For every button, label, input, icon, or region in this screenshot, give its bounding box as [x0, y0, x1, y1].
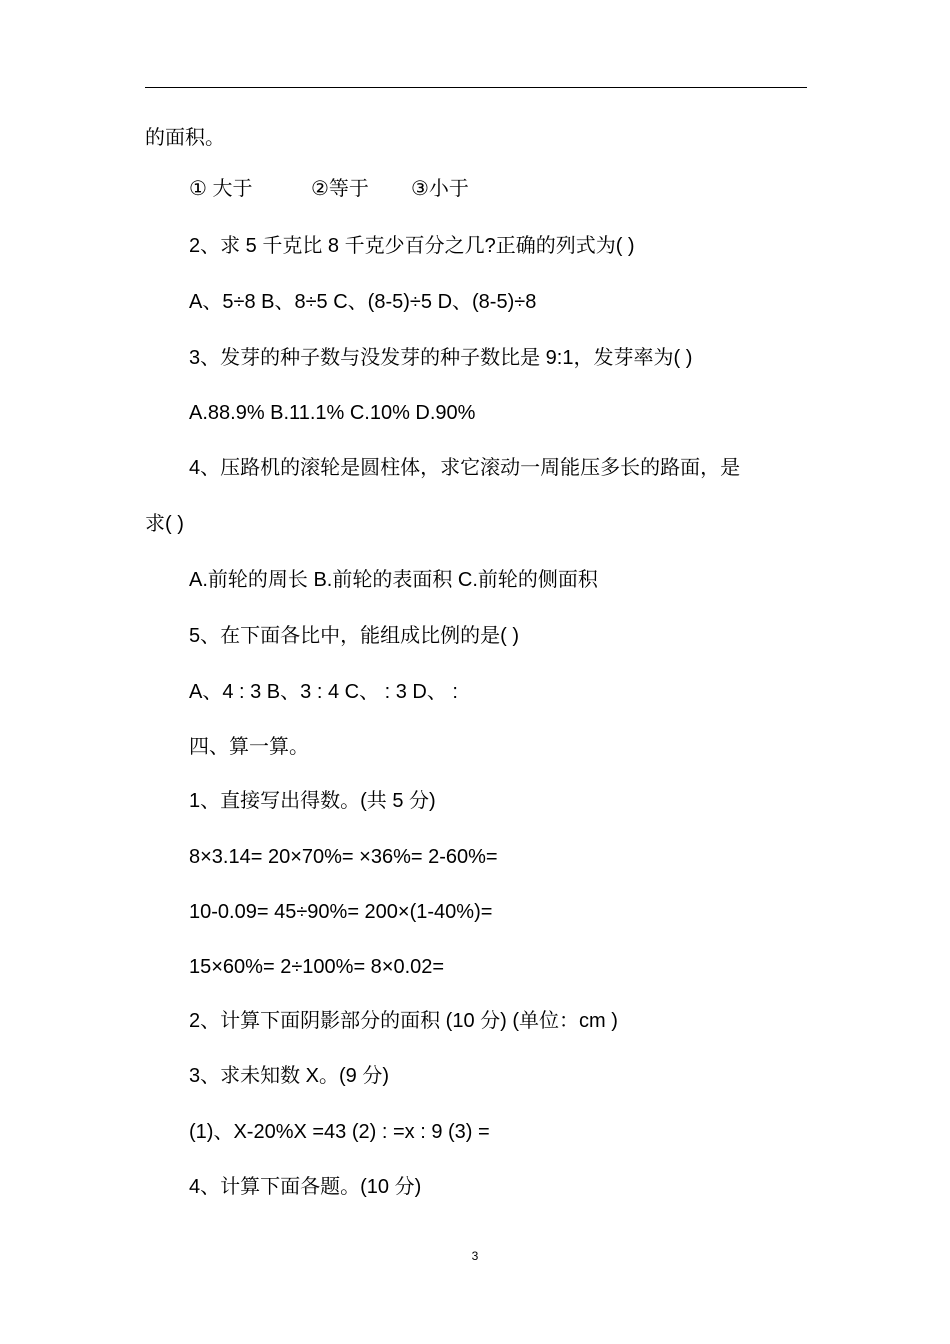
page-number: 3	[471, 1249, 479, 1263]
calculation-line: 8×3.14= 20×70%= ×36%= 2-60%=	[189, 846, 498, 868]
option-2: ②等于	[311, 178, 369, 200]
section-heading: 四、算一算。	[189, 736, 309, 758]
option-3: ③小于	[411, 178, 469, 200]
task-3: 3、求未知数 X。(9 分)	[189, 1065, 390, 1087]
calculation-line: 15×60%= 2÷100%= 8×0.02=	[189, 956, 445, 978]
task-4: 4、计算下面各题。(10 分)	[189, 1176, 422, 1198]
question-2: 2、求 5 千克比 8 千克少百分之几?正确的列式为( )	[189, 235, 635, 257]
answer-choices: A、5÷8 B、8÷5 C、(8-5)÷5 D、(8-5)÷8	[189, 291, 537, 313]
task-1: 1、直接写出得数。(共 5 分)	[189, 790, 436, 812]
equation-line: (1)、X-20%X =43 (2) : =x : 9 (3) =	[189, 1121, 490, 1143]
header-rule	[145, 87, 807, 88]
options-line	[189, 175, 469, 203]
question-4: 4、压路机的滚轮是圆柱体，求它滚动一周能压多长的路面，是	[189, 457, 741, 479]
calculation-line: 10-0.09= 45÷90%= 200×(1-40%)=	[189, 901, 493, 923]
question-5: 5、在下面各比中，能组成比例的是( )	[189, 625, 519, 647]
answer-choices: A、4 : 3 B、3 : 4 C、 : 3 D、 :	[189, 681, 458, 703]
answer-choices: A.88.9% B.11.1% C.10% D.90%	[189, 402, 476, 424]
question-4-continued: 求( )	[145, 513, 184, 535]
option-1: ① 大于	[189, 178, 253, 200]
question-3: 3、发芽的种子数与没发芽的种子数比是 9:1，发芽率为( )	[189, 347, 693, 369]
answer-choices: A.前轮的周长 B.前轮的表面积 C.前轮的侧面积	[189, 569, 598, 591]
text-line: 的面积。	[145, 127, 225, 149]
task-2: 2、计算下面阴影部分的面积 (10 分) (单位：cm )	[189, 1010, 618, 1032]
